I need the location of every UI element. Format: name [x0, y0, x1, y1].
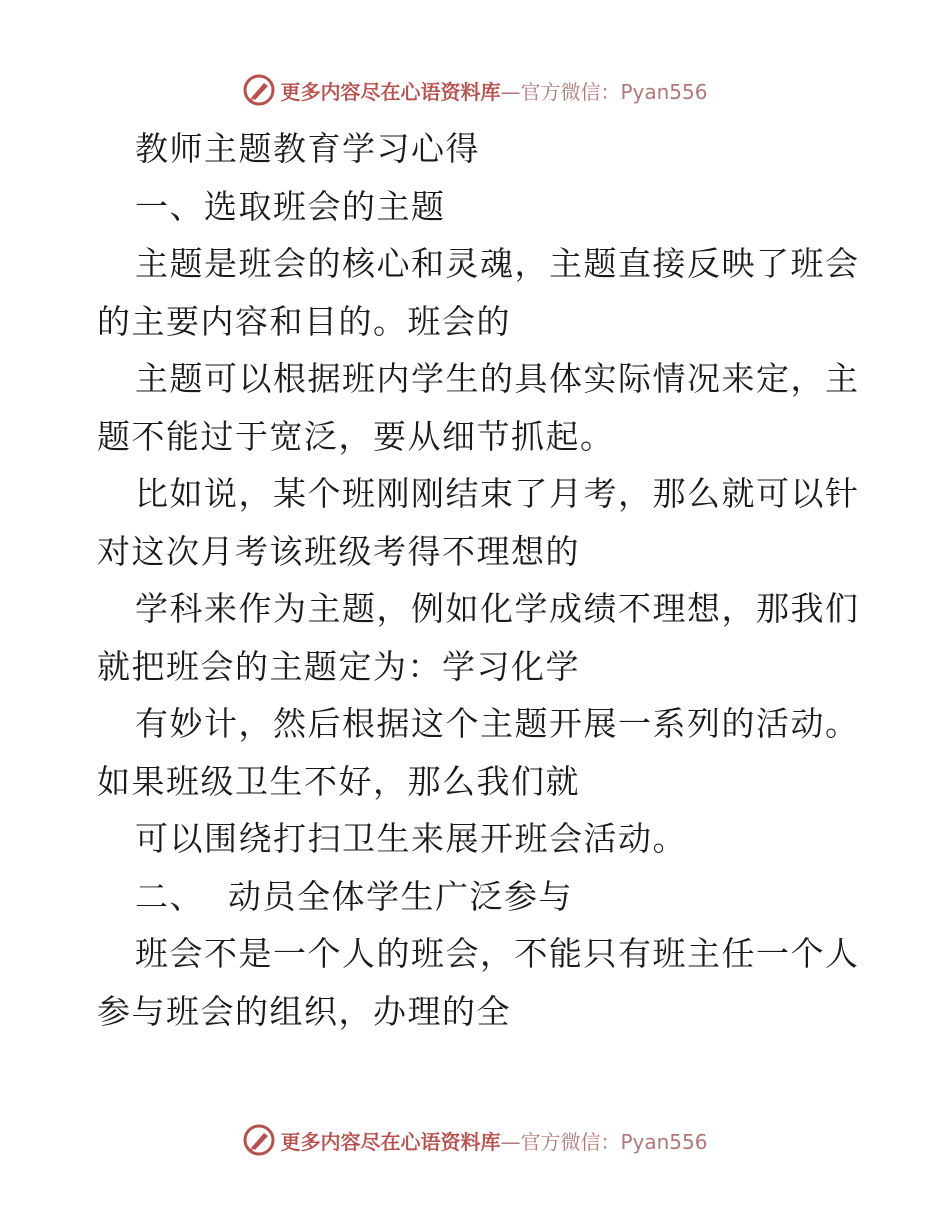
document-body [97, 120, 860, 1040]
header-watermark [0, 70, 950, 110]
watermark-site-text: 更多内容尽在心语资料库 [280, 1129, 501, 1154]
section-heading-1: 一、选取班会的主题 [135, 186, 446, 226]
paragraph-line: 可以围绕打扫卫生来展开班会活动。 [135, 819, 687, 858]
paragraph-line: 就把班会的主题定为：学习化学 [97, 646, 580, 686]
paragraph-line: 参与班会的组织，办理的全 [97, 991, 511, 1031]
paragraph-line: 有妙计，然后根据这个主题开展一系列的活动。 [135, 704, 860, 743]
watermark-wechat-text: —官方微信：Pyan556 [500, 1129, 708, 1154]
paragraph-line: 的主要内容和目的。班会的 [97, 301, 511, 341]
paragraph-line: 主题是班会的核心和灵魂，主题直接反映了班会 [135, 244, 860, 283]
watermark-site-text: 更多内容尽在心语资料库 [280, 79, 501, 104]
section-heading-2: 二、 动员全体学生广泛参与 [135, 876, 573, 916]
paragraph-line: 主题可以根据班内学生的具体实际情况来定，主 [135, 359, 860, 398]
watermark-wechat-text: —官方微信：Pyan556 [500, 79, 708, 104]
footer-watermark [0, 1120, 950, 1160]
paragraph-line: 班会不是一个人的班会，不能只有班主任一个人 [135, 934, 860, 973]
pen-logo-icon [242, 73, 276, 107]
paragraph-line: 比如说，某个班刚刚结束了月考，那么就可以针 [135, 474, 860, 513]
paragraph-line: 对这次月考该班级考得不理想的 [97, 531, 580, 571]
paragraph-line: 学科来作为主题，例如化学成绩不理想，那我们 [135, 589, 860, 628]
paragraph-line: 如果班级卫生不好，那么我们就 [97, 761, 580, 801]
paragraph-line: 题不能过于宽泛，要从细节抓起。 [97, 416, 615, 456]
pen-logo-icon [242, 1123, 276, 1157]
doc-title: 教师主题教育学习心得 [135, 129, 480, 168]
